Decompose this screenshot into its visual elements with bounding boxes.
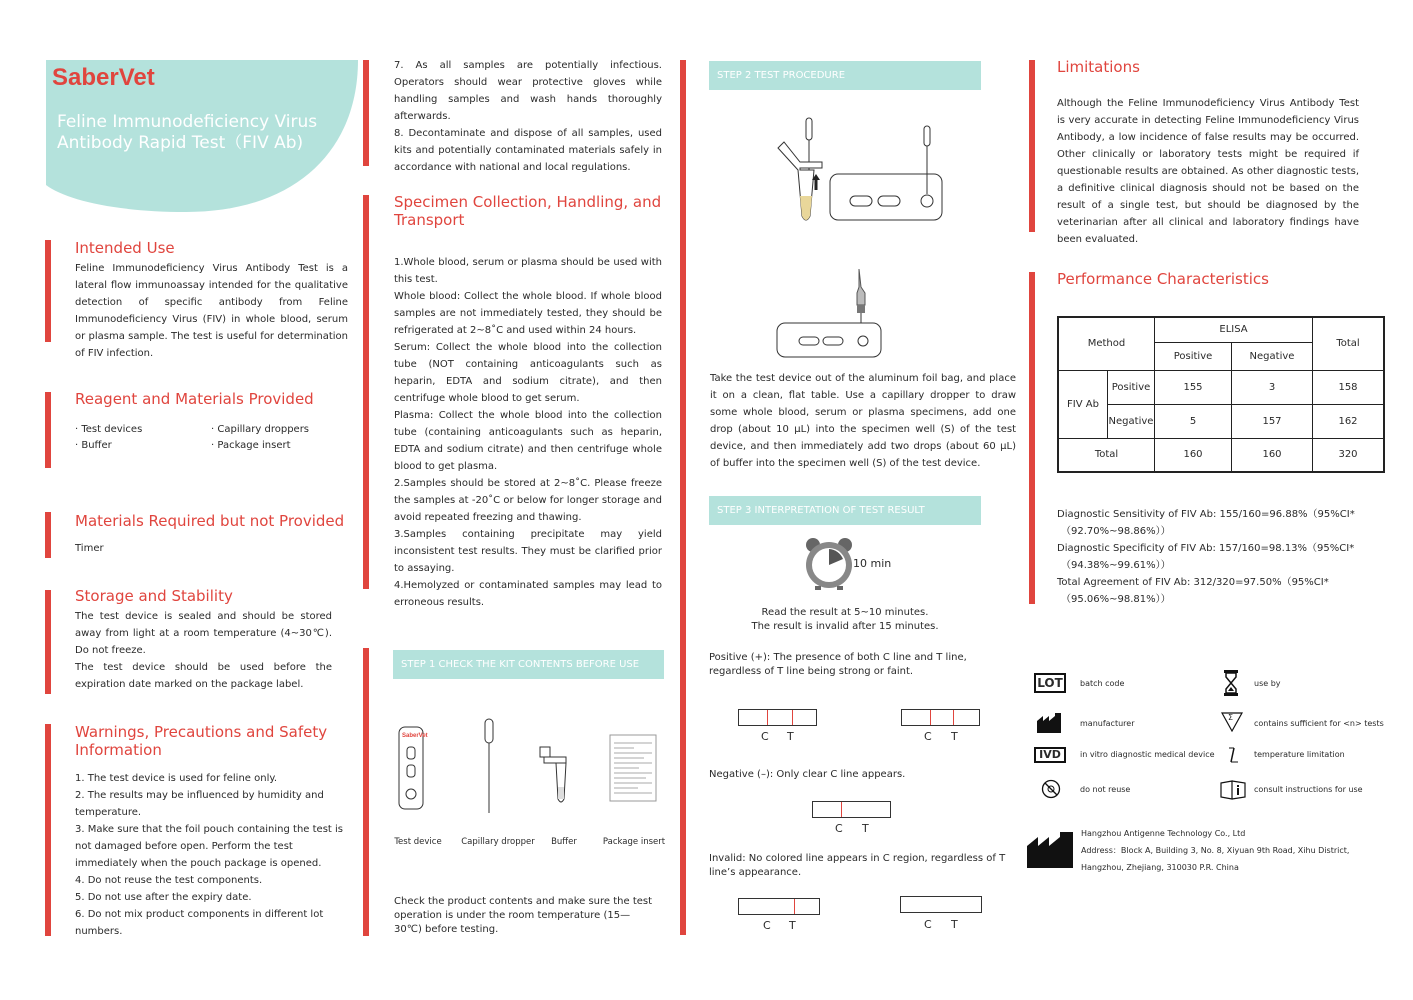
positive-header: Positive [1155,342,1232,370]
package-insert-icon [610,735,656,801]
materials-required-heading: Materials Required but not Provided [75,512,345,530]
section-bar [680,60,686,935]
c-label: C [924,918,932,931]
company-city: Hangzhou, Zhejiang, 310030 P.R. China [1081,863,1239,872]
intended-use-text: Feline Immunodeficiency Virus Antibody Test is a lateral flow immunoassay intended for the qualitative detection of specific antibody from Feline Immunodeficiency Virus (FIV) in whole blood, serum or plasma sample. The test is useful for determination of FIV infection. [75,263,348,359]
warning-item-7: 7. As all samples are potentially infectious. Operators should wear protective gloves while handling samples and wash hands thoroughly afterwards. [394,60,662,122]
capillary-dropper-icon [485,719,493,813]
result-strip-positive-1 [738,709,817,726]
reagent-item: · Package insert [211,440,291,451]
section-bar [1029,272,1035,604]
c-label: C [835,822,843,835]
no-reuse-icon [1041,779,1061,799]
sigma-symbol: Σ [1228,713,1234,722]
limitations-text: Although the Feline Immunodeficiency Virus Antibody Test is very accurate in detecting Feline Immunodeficiency Virus Antibody, a low incidence of false results may be occurred. Other clinically or laboratory tests might be required if questionable results are obtained. As other diagnostic tests, a definitive clinical diagnosis should not be based on the result of a single test, but should be diagnosed by the veterinarian after all clinical and laboratory findings have been evaluated. [1057,98,1359,245]
buffer-icon [540,747,566,802]
stat-line: （92.70%~98.86%）） [1061,526,1171,537]
company-name: Hangzhou Antigenne Technology Co., Ltd [1081,829,1246,838]
c-line [930,710,931,725]
reagent-item: · Test devices [75,424,143,435]
specimen-para: Plasma: Collect the whole blood into the collection tube (containing anticoagulants such as heparin, EDTA and sodium citrate) and then centrifuge whole blood to get plasma. [394,410,662,472]
caption-capillary-dropper: Capillary dropper [461,837,535,847]
performance-heading: Performance Characteristics [1057,270,1269,288]
invalid-after: The result is invalid after 15 minutes. [751,621,939,632]
performance-table [1057,316,1385,473]
result-strip-invalid-2 [900,896,982,913]
step2-text: Take the test device out of the aluminum foil bag, and place it on a clean, flat table. Use a capillary dropper to draw some whole blood, serum or plasma specimens, add one drop (about 10 μL) into the specimen well (S) of the test device, and then immediately add two drops (about 60 μL) of buffer into the specimen well (S) of the test device. [710,373,1016,469]
intended-use-heading: Intended Use [75,239,175,257]
kit-illustrations [394,715,664,825]
t-label: T [951,918,958,931]
step2-banner: STEP 2 TEST PROCEDURE [709,61,981,90]
ivd-icon: IVD [1034,747,1066,763]
reagent-item: · Buffer [75,440,112,451]
reuse-label: do not reuse [1080,785,1131,794]
warning-item: 2. The results may be influenced by humidity and temperature. [75,790,324,818]
step1-banner: STEP 1 CHECK THE KIT CONTENTS BEFORE USE [393,650,664,679]
test-device-icon [399,727,428,809]
read-window: Read the result at 5~10 minutes. [761,607,929,618]
c-label: C [763,919,771,932]
stat-line: （94.38%~99.61%）） [1061,560,1171,571]
section-bar [363,195,369,589]
limitations-heading: Limitations [1057,58,1140,76]
reagent-item: · Capillary droppers [211,424,310,435]
table-cell: 320 [1313,438,1385,472]
performance-stats [1057,506,1357,608]
specimen-para: 2.Samples should be stored at 2~8˚C. Please freeze the samples at -20˚C or below for longer storage and avoid repeated freezing and thawing. [394,478,662,523]
c-label: C [761,730,769,743]
c-label: C [924,730,932,743]
storage-text-1: The test device is sealed and should be stored away from light at a room temperature (4~30℃). Do not freeze. [75,611,332,656]
c-line [841,802,842,817]
positive-text: Positive (+): The presence of both C line and T line, regardless of T line being strong or faint. [709,652,967,677]
t-line [794,899,795,914]
specimen-para: 3.Samples containing precipitate may yield inconsistent test results. They must be clarified prior to assaying. [394,529,662,574]
company-info [1081,825,1349,876]
warnings-continued [394,57,662,176]
temperature-label: temperature limitation [1254,750,1345,759]
negative-header: Negative [1232,342,1313,370]
storage-text [75,608,332,693]
section-bar [45,512,51,558]
warnings-list [75,770,355,940]
warning-item: 5. Do not use after the expiry date. [75,892,252,903]
stat-line: Total Agreement of FIV Ab: 312/320=97.50%（95%CI* [1057,577,1329,588]
table-cell: 162 [1313,404,1385,438]
c-line [767,710,768,725]
invalid-text: Invalid: No colored line appears in C region, regardless of T line’s appearance. [709,853,1006,878]
section-bar [45,724,51,936]
t-line [792,710,793,725]
read-time-text [710,606,980,634]
specimen-text [394,254,662,611]
caption-test-device: Test device [394,837,442,847]
timer-icon [801,535,857,591]
reagents-heading: Reagent and Materials Provided [75,390,314,408]
timer-label: 10 min [853,557,892,570]
caption-buffer: Buffer [551,837,577,847]
caption-package-insert: Package insert [602,837,666,847]
result-strip-positive-2 [901,709,980,726]
ivd-label: in vitro diagnostic medical device [1080,750,1215,759]
table-cell: 3 [1232,370,1313,404]
step3-banner: STEP 3 INTERPRETATION OF TEST RESULT [709,496,981,525]
elisa-header: ELISA [1155,317,1313,342]
brand-logo: SaberVet [52,64,155,91]
section-bar [1029,60,1035,232]
consult-label: consult instructions for use [1254,785,1363,794]
specimen-heading: Specimen Collection, Handling, and Transport [394,193,662,229]
stat-line: Diagnostic Specificity of FIV Ab: 157/160=98.13%（95%CI* [1057,543,1355,554]
table-cell: 160 [1155,438,1232,472]
fiv-negative-label: Negative [1108,404,1155,438]
total-row-header: Total [1058,438,1155,472]
manufacturer-label: manufacturer [1080,719,1135,728]
section-bar [45,590,51,694]
total-header: Total [1313,317,1385,370]
materials-required-text: Timer [75,543,104,554]
negative-text: Negative (–): Only clear C line appears. [709,769,906,780]
method-header: Method [1058,317,1155,370]
t-label: T [789,919,796,932]
t-label: T [951,730,958,743]
specimen-para: 4.Hemolyzed or contaminated samples may lead to erroneous results. [394,580,662,608]
storage-heading: Storage and Stability [75,587,233,605]
warning-item: 4. Do not reuse the test components. [75,875,263,886]
result-strip-negative [812,801,891,818]
t-line [953,710,954,725]
stat-line: Diagnostic Sensitivity of FIV Ab: 155/160=96.88%（95%CI* [1057,509,1355,520]
company-address: Address：Block A, Building 3, No. 8, Xiyuan 9th Road, Xihu District, [1081,846,1350,855]
step1-text: Check the product contents and make sure the test operation is under the room temperature (15—30℃) before testing. [394,896,653,935]
warning-item: 1. The test device is used for feline only. [75,773,278,784]
warning-item: 3. Make sure that the foil pouch containing the test is not damaged before open. Perform the test immediately when the pouch package is opened. [75,824,344,869]
specimen-para: Serum: Collect the whole blood into the collection tube (NOT containing anticoagulants such as heparin, EDTA and sodium citrate), and then centrifuge whole blood to get serum. [394,342,662,404]
manufacturer-large-icon [1027,832,1075,868]
section-bar [363,60,369,166]
consult-icon [1220,780,1246,800]
section-bar [363,648,369,936]
warnings-heading: Warnings, Precautions and Safety Information [75,723,328,759]
specimen-para: Whole blood: Collect the whole blood. If whole blood samples are not immediately tested, they should be refrigerated at 2~8˚C and used within 24 hours. [394,291,662,336]
table-cell: 157 [1232,404,1313,438]
useby-label: use by [1254,679,1281,688]
hourglass-icon [1223,670,1239,696]
section-bar [45,240,51,342]
specimen-para: 1.Whole blood, serum or plasma should be used with this test. [394,257,662,285]
stat-line: （95.06%~98.81%）） [1061,594,1171,605]
lot-label: batch code [1080,679,1125,688]
table-cell: 158 [1313,370,1385,404]
t-label: T [787,730,794,743]
result-strip-invalid-1 [738,898,820,915]
table-cell: 5 [1155,404,1232,438]
storage-text-2: The test device should be used before the expiration date marked on the package label. [75,662,332,690]
manufacturer-icon [1037,713,1063,733]
table-cell: 155 [1155,370,1232,404]
fiv-row-header: FIV Ab [1058,370,1108,438]
procedure-illustration-2 [775,265,895,360]
thermometer-icon [1226,745,1242,765]
warning-item-8: 8. Decontaminate and dispose of all samples, used kits and potentially contaminated materials safely in accordance with national and local regulations. [394,128,662,173]
table-cell: 160 [1232,438,1313,472]
svg-text:SaberVet: SaberVet [402,733,428,739]
t-label: T [862,822,869,835]
section-bar [45,392,51,468]
sufficient-label: contains sufficient for <n> tests [1254,719,1384,728]
warning-item: 6. Do not mix product components in different lot numbers. [75,909,324,937]
lot-icon: LOT [1034,673,1066,693]
procedure-illustration-1 [770,112,950,227]
fiv-positive-label: Positive [1108,370,1155,404]
product-title: Feline Immunodeficiency Virus Antibody Rapid Test（FIV Ab) [57,112,318,153]
